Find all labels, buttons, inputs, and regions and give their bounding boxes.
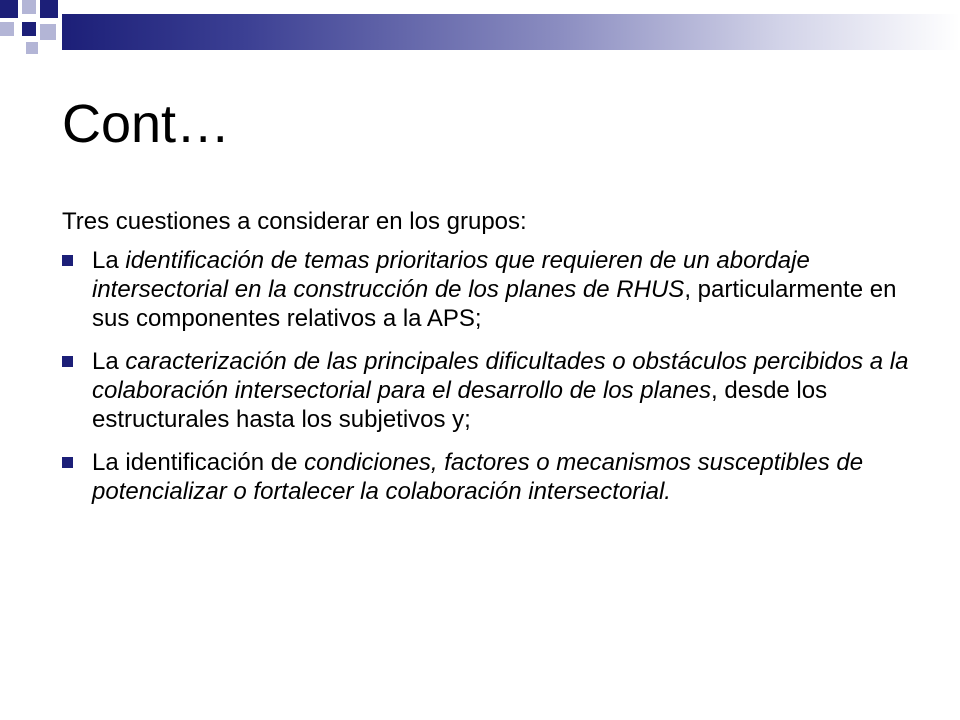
intro-text: Tres cuestiones a considerar en los grupos: (62, 208, 527, 235)
corner-square-light (40, 24, 56, 40)
corner-square-dark (0, 0, 18, 18)
square-bullet-icon (62, 457, 73, 468)
square-bullet-icon (62, 356, 73, 367)
slide-title: Cont… (62, 94, 231, 154)
bullet-item (62, 347, 912, 434)
bullet-text: , desde los estructurales hasta los subjetivos y; (92, 377, 828, 433)
corner-square-light (26, 42, 38, 54)
bullet-list (62, 246, 912, 506)
bullet-text: La identificación de (92, 449, 305, 476)
header-gradient-bar (62, 14, 960, 50)
corner-square-dark (22, 22, 36, 36)
bullet-text-italic: identificación de temas prioritarios que requieren de un abordaje intersectorial en la construcción de los planes de RHUS (92, 247, 810, 303)
bullet-text: La (92, 348, 126, 375)
corner-square-dark (40, 0, 58, 18)
bullet-text: , particularmente en sus componentes relativos a la APS; (92, 276, 897, 332)
bullet-item (62, 448, 912, 506)
square-bullet-icon (62, 255, 73, 266)
bullet-text-italic: caracterización de las principales dificultades o obstáculos percibidos a la colaboración intersectorial para el desarrollo de los planes (92, 348, 909, 404)
bullet-text: La (92, 247, 126, 274)
bullet-item (62, 246, 912, 333)
corner-square-light (22, 0, 36, 14)
corner-square-light (0, 22, 14, 36)
bullet-text-italic: condiciones, factores o mecanismos susceptibles de potencializar o fortalecer la colaboración intersectorial. (92, 449, 864, 505)
slide-content (62, 206, 912, 520)
